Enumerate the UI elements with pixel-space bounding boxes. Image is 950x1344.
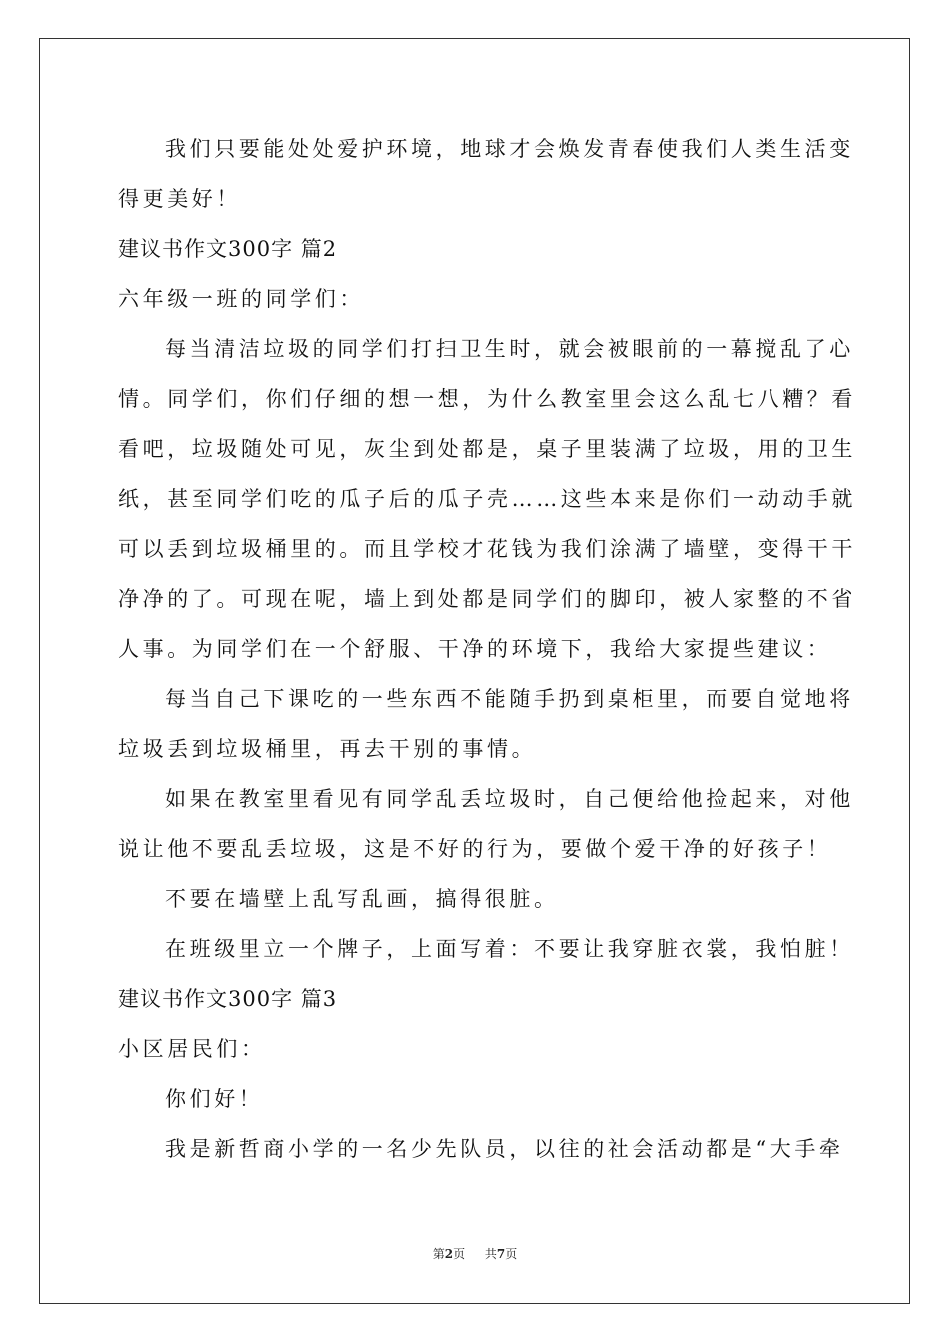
paragraph-line: 我是新哲商小学的一名少先队员，以往的社会活动都是“大手牵	[165, 1137, 844, 1161]
paragraph-line: 在班级里立一个牌子，上面写着：不要让我穿脏衣裳，我怕脏！	[165, 937, 854, 961]
paragraph-line: 不要在墙壁上乱写乱画，搞得很脏。	[165, 887, 559, 911]
paragraph-line: 说让他不要乱丢垃圾，这是不好的行为，要做个爱干净的好孩子！	[118, 837, 832, 861]
page-suffix: 页	[453, 1247, 466, 1261]
section-heading: 建议书作文300字 篇2	[118, 237, 338, 261]
paragraph-line: 人事。为同学们在一个舒服、干净的环境下，我给大家提些建议：	[118, 637, 832, 661]
section-heading: 建议书作文300字 篇3	[118, 987, 338, 1011]
paragraph-line: 纸，甚至同学们吃的瓜子后的瓜子壳……这些本来是你们一动动手就	[118, 487, 856, 511]
paragraph-line: 每当清洁垃圾的同学们打扫卫生时，就会被眼前的一幕搅乱了心	[165, 337, 854, 361]
page-footer	[0, 1246, 950, 1262]
total-suffix: 页	[505, 1247, 518, 1261]
salutation: 小区居民们：	[118, 1037, 266, 1061]
paragraph-line: 得更美好！	[118, 187, 241, 211]
total-pages: 7	[496, 1247, 506, 1261]
paragraph-line: 垃圾丢到垃圾桶里，再去干别的事情。	[118, 737, 537, 761]
paragraph-line: 情。同学们，你们仔细的想一想，为什么教室里会这么乱七八糟？看	[118, 387, 856, 411]
total-prefix: 共	[484, 1247, 497, 1261]
salutation: 六年级一班的同学们：	[118, 287, 364, 311]
paragraph-line: 看吧，垃圾随处可见，灰尘到处都是，桌子里装满了垃圾，用的卫生	[118, 437, 856, 461]
paragraph-line: 每当自己下课吃的一些东西不能随手扔到桌柜里，而要自觉地将	[165, 687, 854, 711]
paragraph-line: 我们只要能处处爱护环境，地球才会焕发青春使我们人类生活变	[165, 137, 854, 161]
paragraph-line: 可以丢到垃圾桶里的。而且学校才花钱为我们涂满了墙壁，变得干干	[118, 537, 856, 561]
greeting: 你们好！	[165, 1087, 264, 1111]
paragraph-line: 净净的了。可现在呢，墙上到处都是同学们的脚印，被人家整的不省	[118, 587, 856, 611]
page-prefix: 第	[432, 1247, 445, 1261]
page-number: 2	[444, 1247, 454, 1261]
paragraph-line: 如果在教室里看见有同学乱丢垃圾时，自己便给他捡起来，对他	[165, 787, 854, 811]
